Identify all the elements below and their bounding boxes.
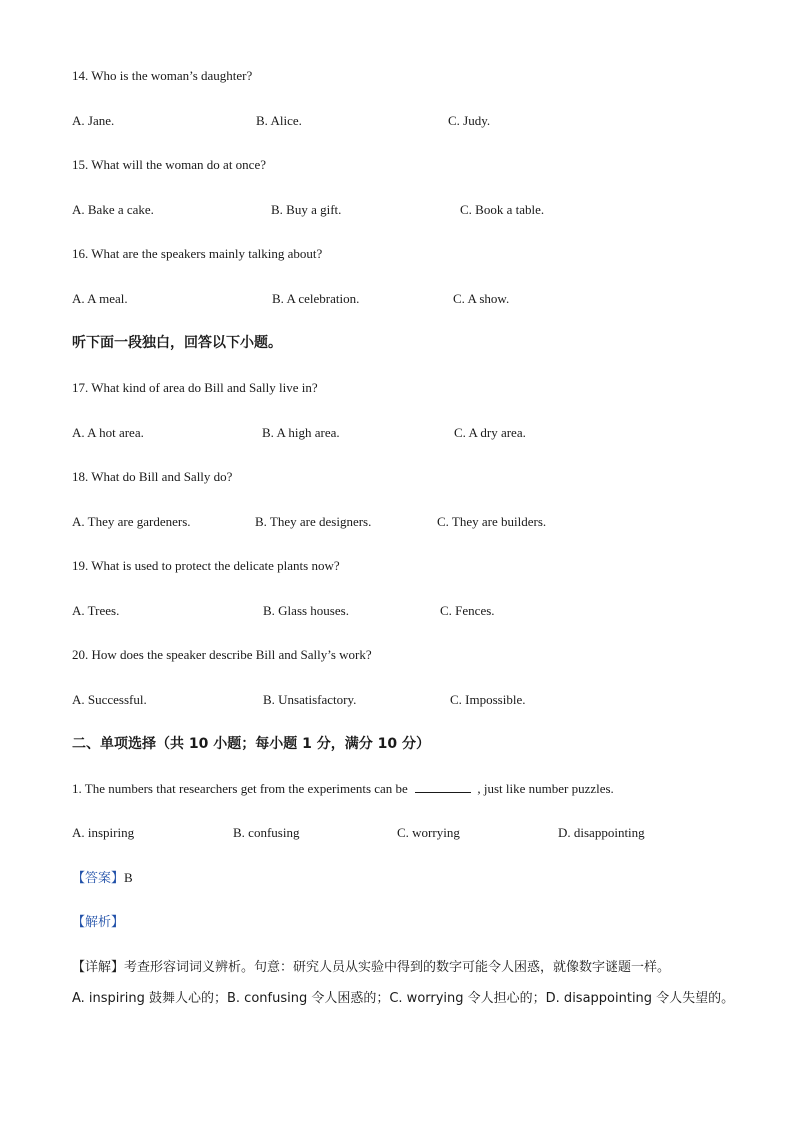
question-14-option-b: B. Alice. <box>256 113 302 128</box>
mcq-1-option-d: D. disappointing <box>558 825 645 840</box>
answer-label: 【答案】 <box>72 871 125 886</box>
question-15-option-b: B. Buy a gift. <box>271 202 342 217</box>
question-17-option-a: A. A hot area. <box>72 425 144 440</box>
question-19-option-a: A. Trees. <box>72 603 120 618</box>
question-15-option-c: C. Book a table. <box>460 202 545 217</box>
question-18-option-b: B. They are designers. <box>255 514 372 529</box>
mcq-1-stem-after: , just like number puzzles. <box>477 781 614 796</box>
question-18-stem: 18. What do Bill and Sally do? <box>72 469 233 484</box>
detail-options-line <box>72 989 734 1008</box>
analysis-label: 【解析】 <box>72 915 125 930</box>
detail-label: 【详解】 <box>72 960 125 975</box>
question-16-option-c: C. A show. <box>453 291 510 306</box>
question-17-option-c: C. A dry area. <box>454 425 526 440</box>
question-15-stem: 15. What will the woman do at once? <box>72 157 266 172</box>
mcq-1-option-b: B. confusing <box>233 825 300 840</box>
detail-line <box>72 958 670 977</box>
question-19-option-b: B. Glass houses. <box>263 603 349 618</box>
question-17-option-b: B. A high area. <box>262 425 340 440</box>
question-18-option-c: C. They are builders. <box>437 514 547 529</box>
mcq-1-option-a: A. inspiring <box>72 825 135 840</box>
answer-value: B <box>124 870 133 885</box>
detail-text: 考查形容词词义辨析。句意：研究人员从实验中得到的数字可能令人困惑，就像数字谜题一样。 <box>124 960 671 975</box>
monologue-instruction: 听下面一段独白，回答以下小题。 <box>72 335 282 351</box>
mcq-1-stem <box>72 780 614 798</box>
question-18-option-a: A. They are gardeners. <box>72 514 191 529</box>
question-15-option-a: A. Bake a cake. <box>72 202 154 217</box>
section-2-title: 二、单项选择（共 10 小题；每小题 1 分，满分 10 分） <box>72 736 430 752</box>
question-14-stem: 14. Who is the woman’s daughter? <box>72 68 253 83</box>
answer-line <box>72 869 133 888</box>
question-14-option-c: C. Judy. <box>448 113 491 128</box>
question-16-option-a: A. A meal. <box>72 291 128 306</box>
question-16-option-b: B. A celebration. <box>272 291 360 306</box>
detail-options-text: A. inspiring 鼓舞人心的；B. confusing 令人困惑的；C. worrying 令人担心的；D. disappointing 令人失望的。 <box>72 991 735 1006</box>
question-19-option-c: C. Fences. <box>440 603 495 618</box>
question-14-option-a: A. Jane. <box>72 113 115 128</box>
question-17-stem: 17. What kind of area do Bill and Sally live in? <box>72 380 318 395</box>
mcq-1-blank <box>415 780 471 793</box>
question-16-stem: 16. What are the speakers mainly talking about? <box>72 246 323 261</box>
question-20-option-c: C. Impossible. <box>450 692 526 707</box>
mcq-1-stem-before: 1. The numbers that researchers get from the experiments can be <box>72 781 408 796</box>
question-20-option-b: B. Unsatisfactory. <box>263 692 357 707</box>
question-20-stem: 20. How does the speaker describe Bill and Sally’s work? <box>72 647 372 662</box>
question-19-stem: 19. What is used to protect the delicate plants now? <box>72 558 340 573</box>
question-20-option-a: A. Successful. <box>72 692 147 707</box>
mcq-1-option-c: C. worrying <box>397 825 460 840</box>
